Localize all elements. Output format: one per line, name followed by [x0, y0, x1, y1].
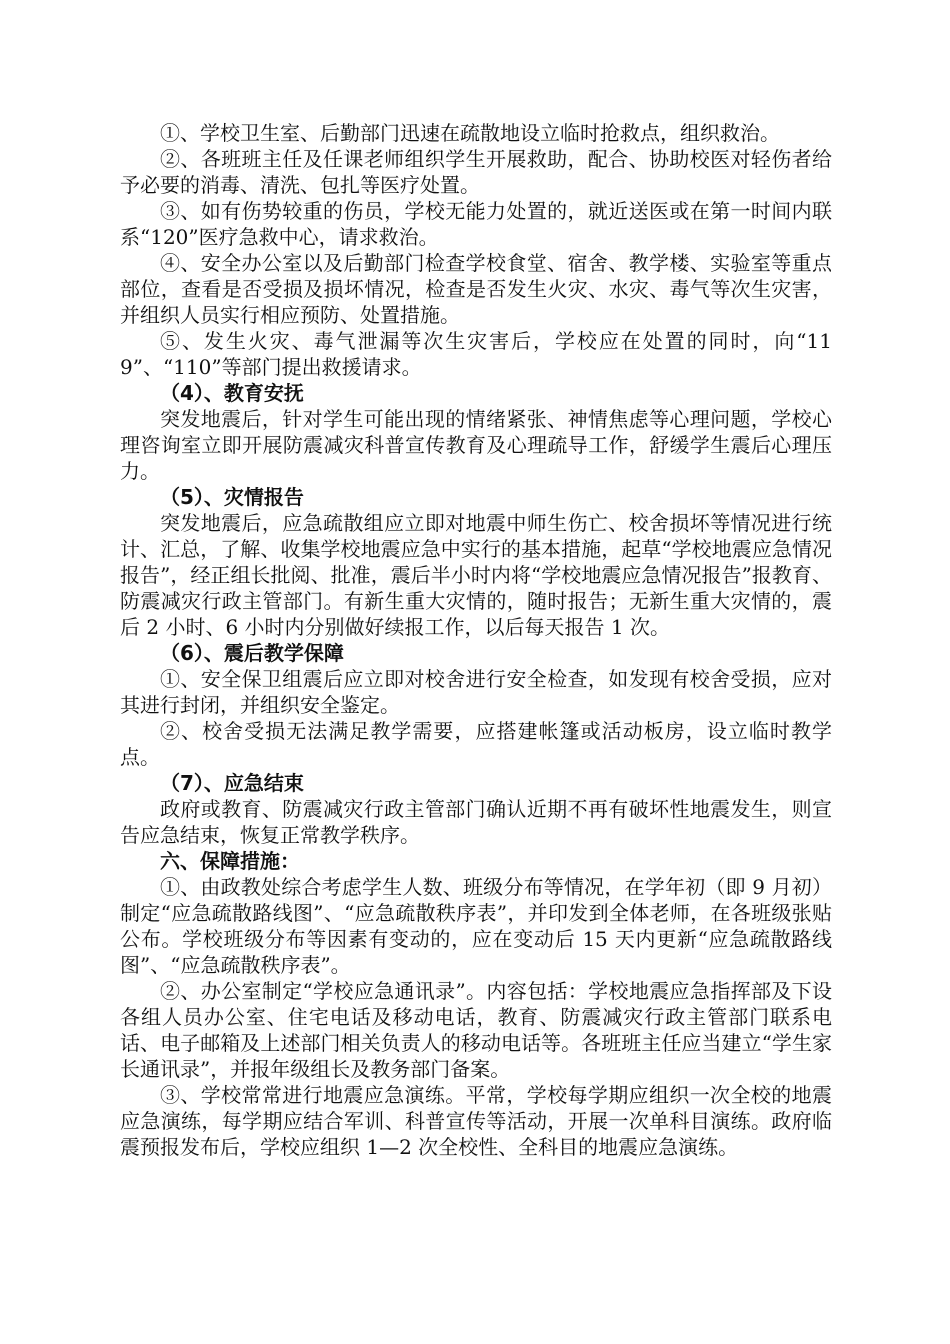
heading-emergency-end: （7）、应急结束: [160, 771, 304, 795]
para-end-announcement: 政府或教育、防震减灾行政主管部门确认近期不再有破坏性地震发生，则宣告应急结束，恢复正常教学秩序。: [120, 797, 832, 847]
para-secondary-disaster: ⑤、发生火灾、毒气泄漏等次生灾害后，学校应在处置的同时，向“119”、“110”等部门提出救援请求。: [120, 329, 832, 379]
heading-safeguard-measures: 六、保障措施：: [160, 849, 300, 873]
para-temporary-classroom: ②、校舍受损无法满足教学需要，应搭建帐篷或活动板房，设立临时教学点。: [120, 719, 832, 769]
heading-education-comfort: （4）、教育安抚: [160, 381, 304, 405]
heading-post-quake-teaching: （6）、震后教学保障: [160, 641, 344, 665]
para-serious-injury: ③、如有伤势较重的伤员，学校无能力处置的，就近送医或在第一时间内联系“120”医疗急救中心，请求救治。: [120, 199, 832, 249]
heading-disaster-report: （5）、灾情报告: [160, 485, 304, 509]
document-body: [120, 120, 832, 1160]
para-first-aid-point: ①、学校卫生室、后勤部门迅速在疏散地设立临时抢救点，组织救治。: [160, 121, 780, 145]
para-psychological: 突发地震后，针对学生可能出现的情绪紧张、神情焦虑等心理问题，学校心理咨询室立即开展防震减灾科普宣传教育及心理疏导工作，舒缓学生震后心理压力。: [120, 407, 832, 483]
para-drills: ③、学校常常进行地震应急演练。平常，学校每学期应组织一次全校的地震应急演练，每学期应结合军训、科普宣传等活动，开展一次单科目演练。政府临震预报发布后，学校应组织 1—2 次全校性、全科目的地震应急演练。: [120, 1083, 832, 1159]
para-class-rescue: ②、各班班主任及任课老师组织学生开展救助，配合、协助校医对轻伤者给予必要的消毒、清洗、包扎等医疗处置。: [120, 147, 832, 197]
para-building-check: ①、安全保卫组震后应立即对校舍进行安全检查，如发现有校舍受损，应对其进行封闭，并组织安全鉴定。: [120, 667, 832, 717]
para-contact-list: ②、办公室制定“学校应急通讯录”。内容包括：学校地震应急指挥部及下设各组人员办公室、住宅电话及移动电话，教育、防震减灾行政主管部门联系电话、电子邮箱及上述部门相关负责人的移动电话等。各班班主任应当建立“学生家长通讯录”，并报年级组长及教务部门备案。: [120, 979, 832, 1081]
para-evacuation-map: ①、由政教处综合考虑学生人数、班级分布等情况，在学年初（即 9 月初）制定“应急疏散路线图”、“应急疏散秩序表”，并印发到全体老师，在各班级张贴公布。学校班级分布等因素有变动的，应在变动后 15 天内更新“应急疏散路线图”、“应急疏散秩序表”。: [120, 875, 832, 977]
para-inspection: ④、安全办公室以及后勤部门检查学校食堂、宿舍、教学楼、实验室等重点部位，查看是否受损及损坏情况，检查是否发生火灾、水灾、毒气等次生灾害，并组织人员实行相应预防、处置措施。: [120, 251, 832, 327]
para-report-process: 突发地震后，应急疏散组应立即对地震中师生伤亡、校舍损坏等情况进行统计、汇总，了解、收集学校地震应急中实行的基本措施，起草“学校地震应急情况报告”，经正组长批阅、批准，震后半小时内将“学校地震应急情况报告”报教育、防震减灾行政主管部门。有新生重大灾情的，随时报告；无新生重大灾情的，震后 2 小时、6 小时内分别做好续报工作，以后每天报告 1 次。: [120, 511, 832, 639]
